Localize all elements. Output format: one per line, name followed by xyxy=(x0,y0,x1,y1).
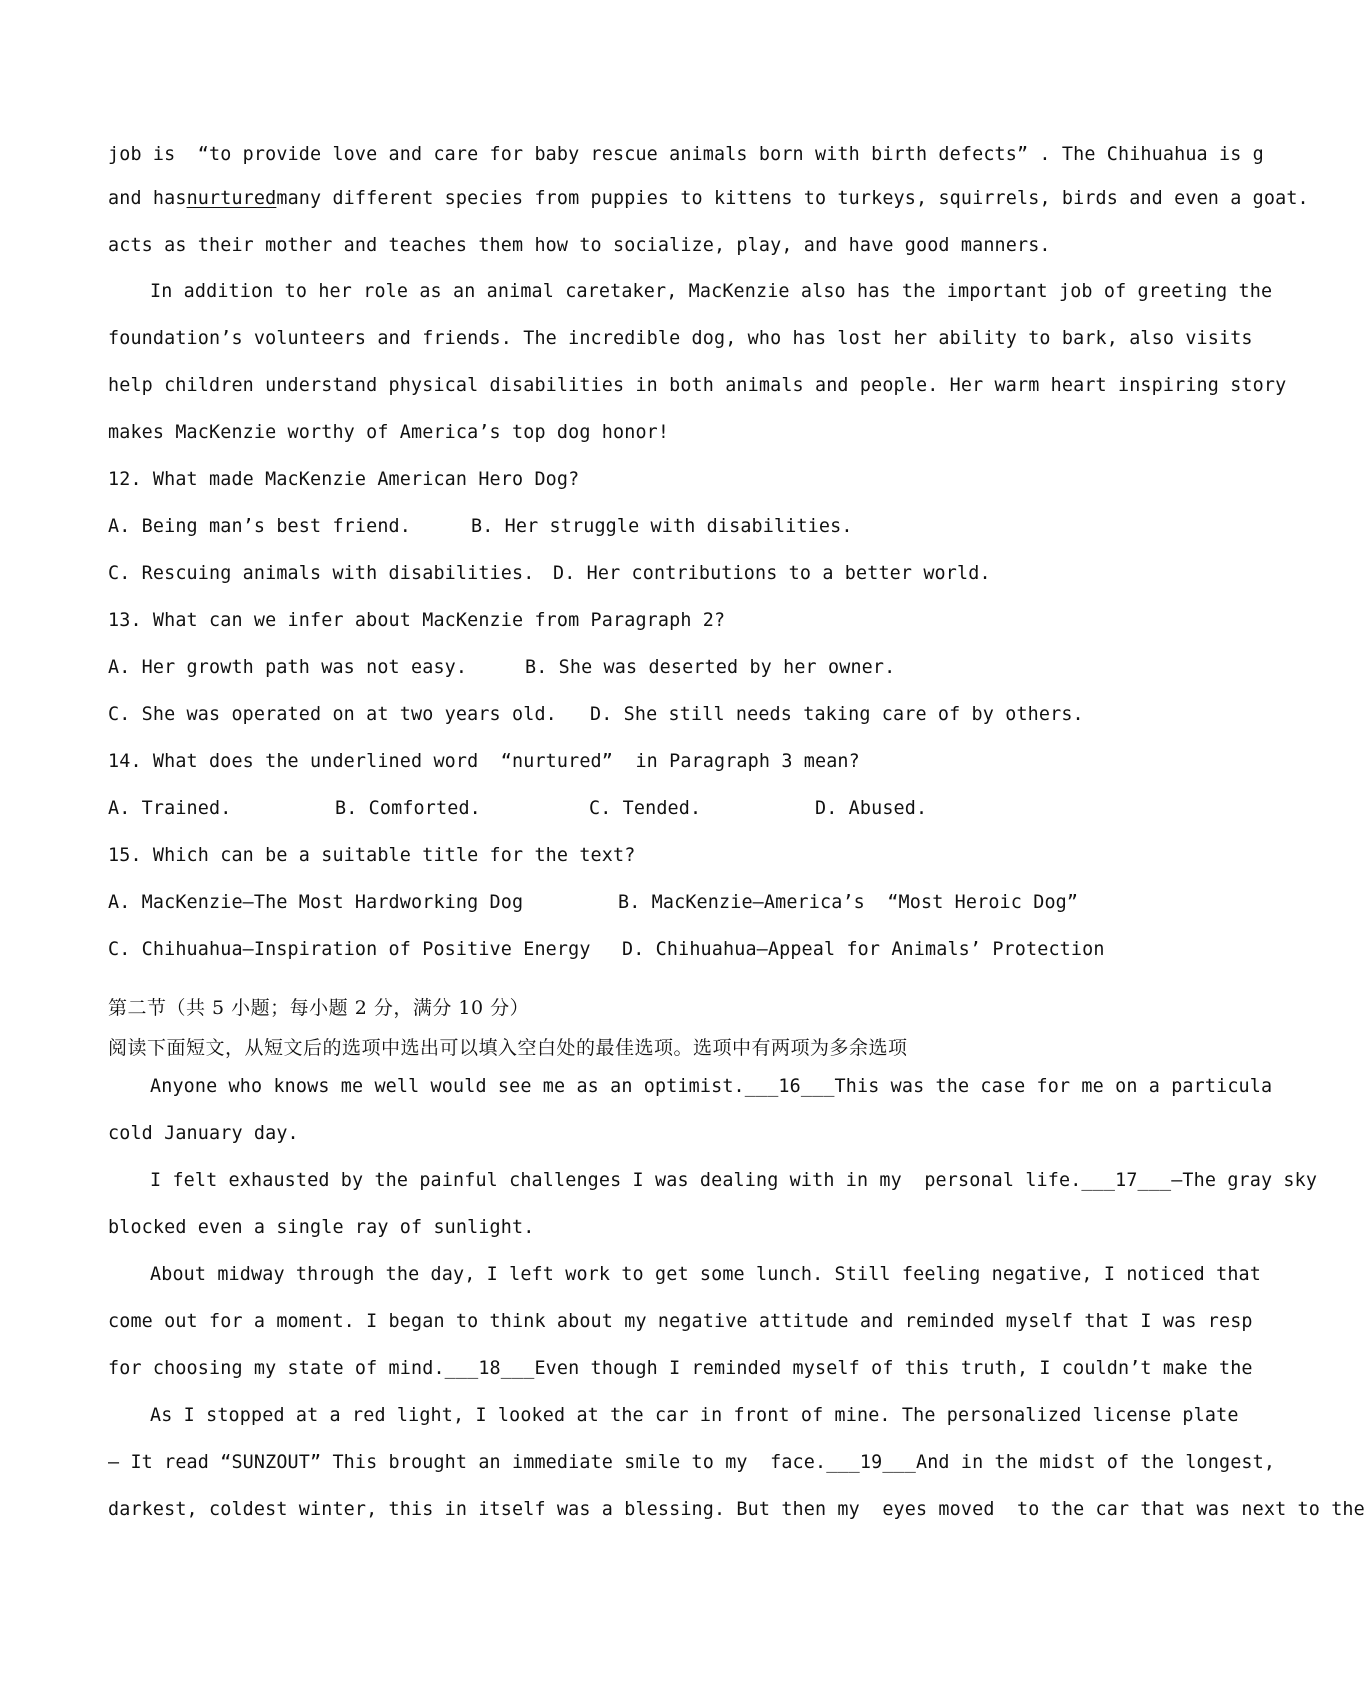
option-b: B. She was deserted by her owner. xyxy=(525,657,896,678)
passage-text: many different species from puppies to kittens to turkeys, squirrels, birds and even a goat. xyxy=(276,188,1309,209)
passage-line: darkest, coldest winter, this in itself was a blessing. But then my eyes moved to the car that was next to the xyxy=(108,1499,1365,1520)
section-instruction: 阅读下面短文，从短文后的选项中选出可以填入空白处的最佳选项。选项中有两项为多余选项 xyxy=(108,1037,908,1059)
passage-line: — It read “SUNZOUT” This brought an immediate smile to my face.___19___And in the midst of the longest, xyxy=(108,1452,1276,1473)
option-d: D. Her contributions to a better world. xyxy=(553,563,991,584)
option-c: C. Rescuing animals with disabilities. xyxy=(108,563,535,584)
option-b: B. MacKenzie—America’s “Most Heroic Dog” xyxy=(618,892,1079,913)
passage-line: help children understand physical disabilities in both animals and people. Her warm heart inspiring story xyxy=(108,375,1287,396)
option-a: A. Trained. xyxy=(108,798,232,819)
question-stem: 15. Which can be a suitable title for the text? xyxy=(108,845,636,866)
passage-line: for choosing my state of mind.___18___Even though I reminded myself of this truth, I couldn’t make the xyxy=(108,1358,1253,1379)
option-b: B. Her struggle with disabilities. xyxy=(471,516,853,537)
passage-line: acts as their mother and teaches them how to socialize, play, and have good manners. xyxy=(108,235,1051,256)
passage-line: blocked even a single ray of sunlight. xyxy=(108,1217,535,1238)
underlined-word: nurtured xyxy=(186,188,277,209)
passage-line: cold January day. xyxy=(108,1123,299,1144)
option-c: C. She was operated on at two years old. xyxy=(108,704,557,725)
passage-line: About midway through the day, I left work to get some lunch. Still feeling negative, I noticed that xyxy=(150,1264,1261,1285)
passage-line: foundation’s volunteers and friends. The incredible dog, who has lost her ability to bark, also visits xyxy=(108,328,1253,349)
option-a: A. Her growth path was not easy. xyxy=(108,657,468,678)
question-stem: 14. What does the underlined word “nurtured” in Paragraph 3 mean? xyxy=(108,751,860,772)
question-stem: 13. What can we infer about MacKenzie from Paragraph 2? xyxy=(108,610,726,631)
passage-line: I felt exhausted by the painful challenges I was dealing with in my personal life.___17___—The gray sky xyxy=(150,1170,1318,1191)
option-c: C. Tended. xyxy=(589,798,702,819)
option-d: D. Chihuahua—Appeal for Animals’ Protection xyxy=(622,939,1105,960)
passage-line: makes MacKenzie worthy of America’s top dog honor! xyxy=(108,422,670,443)
question-stem: 12. What made MacKenzie American Hero Dog? xyxy=(108,469,580,490)
option-b: B. Comforted. xyxy=(335,798,481,819)
passage-line xyxy=(108,187,1309,211)
passage-text: and has xyxy=(108,188,187,209)
passage-line: come out for a moment. I began to think about my negative attitude and reminded myself that I was resp xyxy=(108,1311,1253,1332)
passage-line: Anyone who knows me well would see me as an optimist.___16___This was the case for me on a particula xyxy=(150,1076,1273,1097)
passage-line: job is “to provide love and care for baby rescue animals born with birth defects” . The Chihuahua is g xyxy=(108,144,1264,165)
option-a: A. MacKenzie—The Most Hardworking Dog xyxy=(108,892,524,913)
option-c: C. Chihuahua—Inspiration of Positive Energy xyxy=(108,939,591,960)
section-heading: 第二节（共 5 小题；每小题 2 分，满分 10 分） xyxy=(108,997,530,1019)
passage-line: In addition to her role as an animal caretaker, MacKenzie also has the important job of greeting the xyxy=(150,281,1273,302)
option-d: D. She still needs taking care of by others. xyxy=(590,704,1084,725)
option-a: A. Being man’s best friend. xyxy=(108,516,411,537)
option-d: D. Abused. xyxy=(815,798,928,819)
passage-line: As I stopped at a red light, I looked at the car in front of mine. The personalized license plate xyxy=(150,1405,1239,1426)
